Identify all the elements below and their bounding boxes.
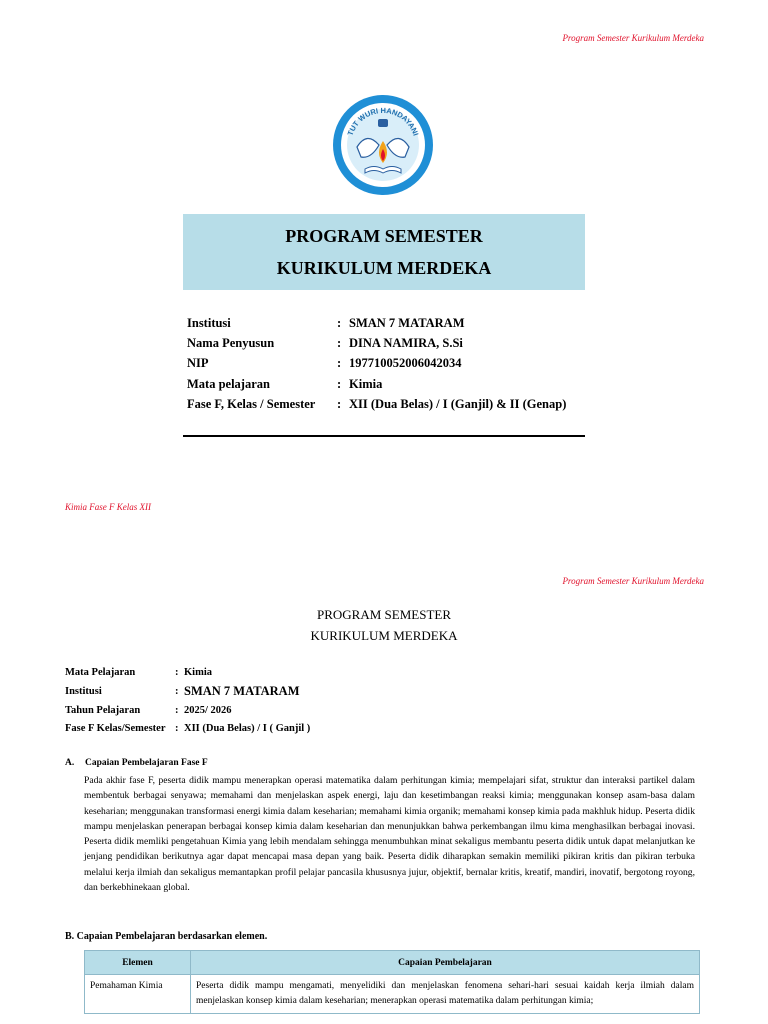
info-colon: : [175, 685, 179, 697]
info-value: XII (Dua Belas) / I (Ganjil) & II (Genap) [349, 396, 567, 411]
info-colon: : [337, 356, 342, 371]
info-value: 2025/ 2026 [184, 704, 232, 716]
section-b-heading: B. Capaian Pembelajaran berdasarkan elemen. [65, 931, 268, 942]
cover-title-line-1: PROGRAM SEMESTER [285, 226, 483, 246]
info-label: Institusi [65, 685, 102, 697]
info-value: Kimia [184, 666, 212, 678]
info-colon: : [175, 722, 179, 734]
info-colon: : [337, 376, 342, 391]
page-footer-note: Kimia Fase F Kelas XII [65, 502, 151, 512]
cover-title-line-2: KURIKULUM MERDEKA [276, 258, 492, 278]
column-header-elemen: Elemen [85, 951, 191, 975]
page-header-note: Program Semester Kurikulum Merdeka [562, 576, 704, 586]
info-value: SMAN 7 MATARAM [184, 683, 300, 698]
section-a-marker: A. [65, 758, 75, 768]
info-label: Nama Penyusun [187, 335, 275, 350]
cover-info-row [187, 354, 566, 374]
subject-info-row [65, 701, 310, 719]
subject-info-table [65, 663, 310, 737]
cover-title-box [183, 214, 585, 290]
info-colon: : [337, 335, 342, 350]
section-a-title: Capaian Pembelajaran Fase F [85, 758, 208, 768]
cell-capaian: Peserta didik mampu mengamati, menyelidiki dan menjelaskan fenomena sehari-hari sesuai kaidah kerja ilmiah dalam menjelaskan konsep kimia dalam keseharian; menerapkan operasi matematika dalam perhitungan kimia; [191, 975, 700, 1014]
info-value: DINA NAMIRA, S.Si [349, 335, 463, 350]
cover-divider [183, 435, 585, 437]
tut-wuri-handayani-logo [331, 93, 435, 197]
column-header-capaian: Capaian Pembelajaran [191, 951, 700, 975]
subject-info-row [65, 681, 310, 701]
cover-info-row [187, 313, 566, 333]
cover-info-row [187, 374, 566, 394]
info-label: Fase F Kelas/Semester [65, 722, 166, 734]
cover-info-table [187, 313, 566, 414]
info-value: XII (Dua Belas) / I ( Ganjil ) [184, 722, 311, 734]
section-a-heading [65, 758, 208, 768]
info-label: Institusi [187, 315, 231, 330]
info-label: Tahun Pelajaran [65, 704, 141, 716]
page-title-line-2: KURIKULUM MERDEKA [310, 628, 458, 643]
info-label: Mata pelajaran [187, 376, 270, 391]
page-header-note: Program Semester Kurikulum Merdeka [562, 33, 704, 43]
info-colon: : [337, 396, 342, 411]
info-value: SMAN 7 MATARAM [349, 315, 465, 330]
cover-info-row [187, 333, 566, 353]
info-label: NIP [187, 356, 209, 371]
info-value: Kimia [349, 376, 383, 391]
cell-elemen: Pemahaman Kimia [85, 975, 191, 1014]
table-row [85, 975, 700, 1014]
info-colon: : [337, 315, 342, 330]
info-label: Fase F, Kelas / Semester [187, 396, 316, 411]
info-label: Mata Pelajaran [65, 666, 136, 678]
page-title-line-1: PROGRAM SEMESTER [317, 607, 451, 622]
section-a-paragraph: Pada akhir fase F, peserta didik mampu menerapkan operasi matematika dalam perhitungan kimia; mempelajari sifat, struktur dan interaksi partikel dalam membentuk berbagai senyawa; memahami dan menjelaskan aspek energi, laju dan kesetimbangan reaksi kimia; menggunakan konsep asam-basa dalam keseharian; menggunakan transformasi energi kimia dalam keseharian; memahami kimia organik; memahami konsep kimia pada makhluk hidup. Peserta didik mampu menjelaskan penerapan berbagai konsep kimia dalam keseharian dan menunjukkan bahwa perkembangan ilmu kima menghasilkan berbagai inovasi. Peserta didik memliki pengetahuan Kimia yang lebih mendalam sehingga menumbuhkan minat sekaligus membantu peserta didik untuk dapat melanjutkan ke jenjang pendidikan berikutnya agar dapat mencapai masa depan yang baik. Peserta didik diharapkan semakin memiliki pikiran kritis dan pikiran terbuka melalui kerja ilmiah dan sekaligus memantapkan profil pelajar pancasila khususnya jujur, objektif, bernalar kritis, kreatif, mandiri, inovatif, bergotong royong, dan berkebhinekaan global. [84, 775, 695, 894]
subject-info-row [65, 719, 310, 737]
cover-info-row [187, 394, 566, 414]
svg-text:TUT WURI HANDAYANI: TUT WURI HANDAYANI [345, 105, 421, 137]
subject-info-row [65, 663, 310, 681]
learning-outcomes-table [84, 950, 700, 1014]
info-colon: : [175, 666, 179, 678]
table-header-row [85, 951, 700, 975]
info-colon: : [175, 704, 179, 716]
info-value: 197710052006042034 [349, 356, 462, 371]
